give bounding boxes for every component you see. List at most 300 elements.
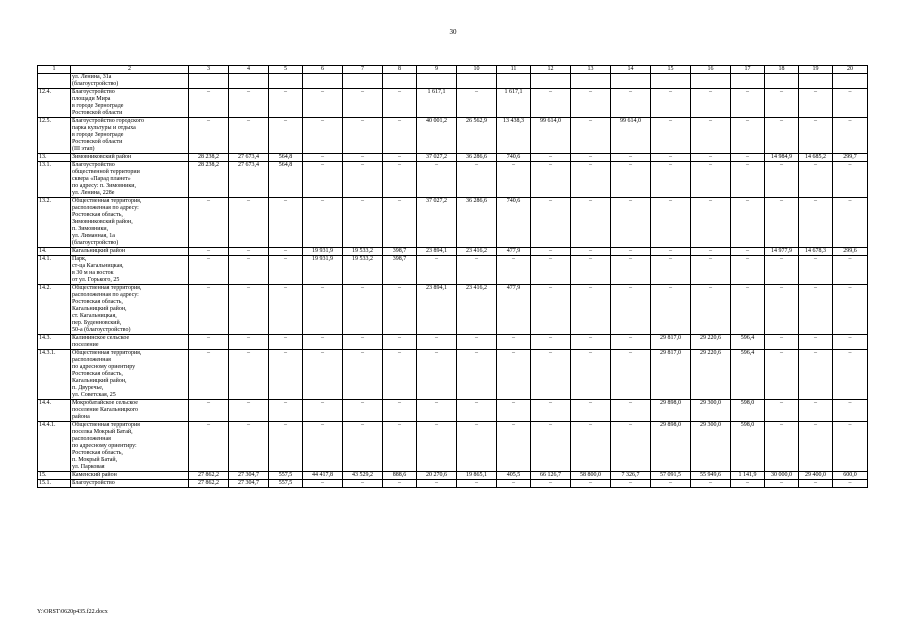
value-cell: –: [611, 162, 651, 198]
value-cell: –: [229, 248, 269, 256]
value-cell: 29 817,0: [651, 350, 691, 400]
row-name: Общественная территория, расположенная по адресу: Ростовская область, Зимовниковский район, п. Зимовники, ул. Лиманная, 1а (благоустройство): [71, 198, 189, 248]
value-cell: 29 817,0: [651, 335, 691, 350]
value-cell: –: [765, 118, 799, 154]
row-number: 14.3.1.: [38, 350, 71, 400]
value-cell: –: [691, 89, 731, 118]
value-cell: –: [799, 350, 833, 400]
row-number: 12.5.: [38, 118, 71, 154]
value-cell: 27 673,4: [229, 162, 269, 198]
table-row: [38, 350, 868, 400]
value-cell: –: [531, 154, 571, 162]
value-cell: 14 984,9: [765, 154, 799, 162]
value-cell: –: [651, 89, 691, 118]
row-number: 13.2.: [38, 198, 71, 248]
value-cell: –: [531, 89, 571, 118]
value-cell: –: [651, 248, 691, 256]
value-cell: 29 898,0: [651, 400, 691, 422]
value-cell: –: [229, 285, 269, 335]
value-cell: –: [691, 248, 731, 256]
row-name: Парк, ст-ца Кагальницкая, в 30 м на восток от ул. Горького, 25: [71, 256, 189, 285]
row-name: Общественная территория, расположенная по адресному ориентиру Ростовская область, Кагальницкий район, п. Двуречье, ул. Советская, 25: [71, 350, 189, 400]
value-cell: –: [531, 256, 571, 285]
value-cell: –: [343, 118, 383, 154]
value-cell: 37 027,2: [417, 154, 457, 162]
value-cell: 19 865,1: [457, 472, 497, 480]
value-cell: –: [229, 118, 269, 154]
value-cell: –: [269, 248, 303, 256]
value-cell: –: [229, 89, 269, 118]
value-cell: –: [343, 480, 383, 488]
value-cell: –: [531, 248, 571, 256]
value-cell: –: [189, 400, 229, 422]
value-cell: –: [651, 118, 691, 154]
value-cell: [531, 74, 571, 89]
value-cell: –: [269, 89, 303, 118]
value-cell: –: [765, 335, 799, 350]
value-cell: [269, 74, 303, 89]
value-cell: –: [691, 154, 731, 162]
value-cell: –: [611, 285, 651, 335]
value-cell: [651, 74, 691, 89]
value-cell: –: [383, 422, 417, 472]
value-cell: –: [651, 285, 691, 335]
header-row: [38, 66, 868, 74]
value-cell: 29 300,0: [691, 400, 731, 422]
table-row: [38, 422, 868, 472]
value-cell: –: [531, 422, 571, 472]
value-cell: 600,0: [833, 472, 868, 480]
value-cell: –: [303, 480, 343, 488]
column-header: 9: [417, 66, 457, 74]
value-cell: –: [189, 256, 229, 285]
value-cell: [383, 74, 417, 89]
value-cell: –: [417, 335, 457, 350]
value-cell: –: [343, 335, 383, 350]
value-cell: –: [799, 285, 833, 335]
value-cell: 58 800,0: [571, 472, 611, 480]
row-number: 15.: [38, 472, 71, 480]
column-header: 14: [611, 66, 651, 74]
value-cell: –: [383, 198, 417, 248]
value-cell: –: [571, 162, 611, 198]
value-cell: 740,6: [497, 198, 531, 248]
value-cell: –: [269, 350, 303, 400]
value-cell: [611, 74, 651, 89]
value-cell: –: [833, 256, 868, 285]
value-cell: 55 949,6: [691, 472, 731, 480]
value-cell: –: [303, 422, 343, 472]
row-number: 14.3.: [38, 335, 71, 350]
value-cell: –: [765, 162, 799, 198]
value-cell: –: [417, 162, 457, 198]
value-cell: 564,8: [269, 162, 303, 198]
table-row: [38, 472, 868, 480]
value-cell: –: [611, 154, 651, 162]
value-cell: –: [303, 285, 343, 335]
value-cell: 19 931,9: [303, 248, 343, 256]
column-header: 20: [833, 66, 868, 74]
row-name: Благоустройство: [71, 480, 189, 488]
value-cell: –: [571, 198, 611, 248]
value-cell: –: [343, 89, 383, 118]
value-cell: –: [765, 350, 799, 400]
value-cell: –: [457, 400, 497, 422]
value-cell: 30 000,0: [765, 472, 799, 480]
value-cell: –: [531, 335, 571, 350]
table-row: [38, 154, 868, 162]
row-name: Благоустройство городского парка культуры и отдыха в городе Зернограде Ростовской области (III этап): [71, 118, 189, 154]
value-cell: 99 614,0: [531, 118, 571, 154]
value-cell: –: [571, 154, 611, 162]
value-cell: –: [189, 248, 229, 256]
value-cell: –: [417, 256, 457, 285]
value-cell: 40 001,2: [417, 118, 457, 154]
value-cell: 596,4: [731, 335, 765, 350]
value-cell: –: [833, 350, 868, 400]
page-number: 30: [449, 28, 457, 36]
value-cell: 20 270,6: [417, 472, 457, 480]
value-cell: –: [833, 162, 868, 198]
value-cell: –: [303, 118, 343, 154]
value-cell: 36 286,6: [457, 198, 497, 248]
value-cell: –: [833, 198, 868, 248]
value-cell: –: [799, 256, 833, 285]
value-cell: –: [611, 400, 651, 422]
value-cell: 405,5: [497, 472, 531, 480]
value-cell: –: [765, 400, 799, 422]
value-cell: –: [383, 285, 417, 335]
value-cell: –: [731, 154, 765, 162]
table-row: [38, 248, 868, 256]
value-cell: –: [457, 422, 497, 472]
row-number: 14.1.: [38, 256, 71, 285]
value-cell: 29 220,6: [691, 350, 731, 400]
value-cell: 13 438,3: [497, 118, 531, 154]
value-cell: –: [691, 198, 731, 248]
value-cell: –: [497, 400, 531, 422]
value-cell: 37 027,2: [417, 198, 457, 248]
value-cell: 27 304,7: [229, 472, 269, 480]
value-cell: 23 416,2: [457, 285, 497, 335]
row-number: 13.: [38, 154, 71, 162]
value-cell: –: [531, 350, 571, 400]
row-name: Общественная территория, расположенная по адресу: Ростовская область, Кагальницкий район, ст. Кагальницкая, пер. Буденновский, 50-а (благоустройство): [71, 285, 189, 335]
value-cell: 557,5: [269, 480, 303, 488]
value-cell: –: [799, 480, 833, 488]
value-cell: –: [303, 400, 343, 422]
value-cell: –: [343, 162, 383, 198]
value-cell: –: [731, 256, 765, 285]
value-cell: –: [229, 256, 269, 285]
value-cell: –: [833, 480, 868, 488]
value-cell: –: [269, 285, 303, 335]
value-cell: 23 416,2: [457, 248, 497, 256]
value-cell: –: [303, 198, 343, 248]
column-header: 19: [799, 66, 833, 74]
row-number: 14.4.: [38, 400, 71, 422]
value-cell: –: [765, 256, 799, 285]
value-cell: 23 894,1: [417, 248, 457, 256]
value-cell: –: [189, 422, 229, 472]
value-cell: –: [571, 248, 611, 256]
value-cell: –: [189, 118, 229, 154]
row-name: ул. Ленина, 31а (благоустройство): [71, 74, 189, 89]
value-cell: [731, 74, 765, 89]
column-header: 5: [269, 66, 303, 74]
value-cell: –: [611, 248, 651, 256]
value-cell: 43 529,2: [343, 472, 383, 480]
column-header: 12: [531, 66, 571, 74]
column-header: 1: [38, 66, 71, 74]
value-cell: 36 286,6: [457, 154, 497, 162]
value-cell: –: [651, 154, 691, 162]
value-cell: –: [611, 350, 651, 400]
value-cell: –: [731, 285, 765, 335]
value-cell: –: [303, 154, 343, 162]
value-cell: –: [229, 400, 269, 422]
table-row: [38, 400, 868, 422]
value-cell: –: [765, 285, 799, 335]
value-cell: 29 400,0: [799, 472, 833, 480]
value-cell: –: [611, 256, 651, 285]
value-cell: –: [799, 198, 833, 248]
table-row: [38, 162, 868, 198]
value-cell: [833, 74, 868, 89]
value-cell: –: [571, 285, 611, 335]
value-cell: –: [611, 335, 651, 350]
value-cell: –: [799, 335, 833, 350]
value-cell: –: [611, 422, 651, 472]
value-cell: –: [799, 162, 833, 198]
column-header: 6: [303, 66, 343, 74]
value-cell: 99 614,0: [611, 118, 651, 154]
value-cell: 740,6: [497, 154, 531, 162]
value-cell: –: [383, 118, 417, 154]
value-cell: –: [383, 480, 417, 488]
value-cell: –: [269, 198, 303, 248]
value-cell: –: [765, 422, 799, 472]
value-cell: –: [383, 400, 417, 422]
value-cell: 598,0: [731, 400, 765, 422]
value-cell: [691, 74, 731, 89]
value-cell: 7 326,7: [611, 472, 651, 480]
value-cell: [417, 74, 457, 89]
row-number: 14.4.1.: [38, 422, 71, 472]
value-cell: –: [497, 350, 531, 400]
value-cell: –: [691, 256, 731, 285]
value-cell: [571, 74, 611, 89]
value-cell: –: [189, 350, 229, 400]
row-number: 14.2.: [38, 285, 71, 335]
row-name: Зимовниковский район: [71, 154, 189, 162]
value-cell: [303, 74, 343, 89]
value-cell: –: [303, 335, 343, 350]
value-cell: 57 091,5: [651, 472, 691, 480]
value-cell: –: [651, 162, 691, 198]
value-cell: –: [571, 89, 611, 118]
value-cell: –: [229, 422, 269, 472]
value-cell: –: [833, 422, 868, 472]
row-name: Общественная территория поселка Мокрый Батай, расположенная по адресному ориентиру: Ростовская область, п. Мокрый Батай, ул. Парковая: [71, 422, 189, 472]
table-row: [38, 118, 868, 154]
value-cell: –: [417, 350, 457, 400]
column-header: 15: [651, 66, 691, 74]
value-cell: 19 533,2: [343, 256, 383, 285]
value-cell: –: [765, 198, 799, 248]
value-cell: –: [269, 335, 303, 350]
value-cell: –: [383, 335, 417, 350]
value-cell: [497, 74, 531, 89]
value-cell: –: [497, 335, 531, 350]
value-cell: –: [571, 422, 611, 472]
column-header: 16: [691, 66, 731, 74]
value-cell: 557,5: [269, 472, 303, 480]
value-cell: –: [731, 118, 765, 154]
column-header: 7: [343, 66, 383, 74]
row-name: Благоустройство площади Мира в городе Зернограде Ростовской области: [71, 89, 189, 118]
value-cell: –: [531, 400, 571, 422]
value-cell: –: [497, 256, 531, 285]
value-cell: –: [457, 335, 497, 350]
row-name: Мокробатайское сельское поселение Кагальницкого района: [71, 400, 189, 422]
value-cell: –: [731, 248, 765, 256]
value-cell: –: [497, 422, 531, 472]
value-cell: –: [189, 89, 229, 118]
value-cell: [799, 74, 833, 89]
value-cell: 477,9: [497, 248, 531, 256]
value-cell: –: [417, 422, 457, 472]
table-row: [38, 256, 868, 285]
value-cell: –: [343, 198, 383, 248]
value-cell: –: [571, 350, 611, 400]
value-cell: –: [269, 118, 303, 154]
value-cell: –: [611, 480, 651, 488]
value-cell: –: [417, 400, 457, 422]
value-cell: 23 894,1: [417, 285, 457, 335]
value-cell: –: [189, 335, 229, 350]
value-cell: –: [189, 285, 229, 335]
value-cell: –: [833, 335, 868, 350]
column-header: 11: [497, 66, 531, 74]
value-cell: 27 862,2: [189, 472, 229, 480]
value-cell: –: [343, 422, 383, 472]
value-cell: [189, 74, 229, 89]
column-header: 2: [71, 66, 189, 74]
value-cell: –: [691, 118, 731, 154]
value-cell: –: [343, 400, 383, 422]
value-cell: [457, 74, 497, 89]
value-cell: 14 678,3: [799, 248, 833, 256]
value-cell: –: [343, 350, 383, 400]
value-cell: –: [571, 335, 611, 350]
value-cell: [343, 74, 383, 89]
value-cell: –: [303, 162, 343, 198]
column-header: 3: [189, 66, 229, 74]
value-cell: 26 562,9: [457, 118, 497, 154]
value-cell: 44 417,8: [303, 472, 343, 480]
value-cell: 596,4: [731, 350, 765, 400]
value-cell: –: [799, 400, 833, 422]
value-cell: –: [765, 480, 799, 488]
row-name: Кагальницкий район: [71, 248, 189, 256]
value-cell: –: [457, 350, 497, 400]
value-cell: –: [531, 162, 571, 198]
value-cell: 29 898,0: [651, 422, 691, 472]
value-cell: 19 533,2: [343, 248, 383, 256]
value-cell: –: [833, 89, 868, 118]
value-cell: –: [691, 285, 731, 335]
row-name: Благоустройство общественной территории сквера «Парад планет» по адресу: п. Зимовники, ул. Ленина, 228е: [71, 162, 189, 198]
value-cell: 14 977,9: [765, 248, 799, 256]
budget-table: [37, 65, 868, 488]
column-header: 10: [457, 66, 497, 74]
value-cell: –: [383, 162, 417, 198]
value-cell: –: [691, 480, 731, 488]
value-cell: 299,7: [833, 154, 868, 162]
column-header: 17: [731, 66, 765, 74]
value-cell: 598,0: [731, 422, 765, 472]
value-cell: –: [303, 89, 343, 118]
row-name: Каменский район: [71, 472, 189, 480]
value-cell: 66 126,7: [531, 472, 571, 480]
value-cell: 29 220,6: [691, 335, 731, 350]
value-cell: 29 300,0: [691, 422, 731, 472]
value-cell: –: [417, 480, 457, 488]
value-cell: 1 617,1: [497, 89, 531, 118]
value-cell: –: [531, 198, 571, 248]
value-cell: –: [731, 162, 765, 198]
value-cell: 28 238,2: [189, 154, 229, 162]
table-row: [38, 74, 868, 89]
value-cell: –: [731, 480, 765, 488]
value-cell: 1 617,1: [417, 89, 457, 118]
value-cell: –: [691, 162, 731, 198]
value-cell: –: [531, 480, 571, 488]
value-cell: –: [269, 422, 303, 472]
value-cell: –: [229, 335, 269, 350]
value-cell: –: [343, 285, 383, 335]
value-cell: –: [611, 89, 651, 118]
value-cell: –: [651, 198, 691, 248]
table-row: [38, 198, 868, 248]
row-number: 13.1.: [38, 162, 71, 198]
table-row: [38, 285, 868, 335]
column-header: 8: [383, 66, 417, 74]
value-cell: 477,9: [497, 285, 531, 335]
value-cell: –: [651, 256, 691, 285]
column-header: 4: [229, 66, 269, 74]
value-cell: –: [383, 154, 417, 162]
value-cell: 299,6: [833, 248, 868, 256]
table-row: [38, 89, 868, 118]
value-cell: [229, 74, 269, 89]
value-cell: 14 685,2: [799, 154, 833, 162]
value-cell: –: [571, 256, 611, 285]
value-cell: –: [731, 198, 765, 248]
value-cell: –: [731, 89, 765, 118]
value-cell: –: [799, 118, 833, 154]
footer-filepath: Y:\ORST\0620p435.f22.docx: [37, 609, 108, 615]
value-cell: –: [497, 162, 531, 198]
value-cell: 398,7: [383, 256, 417, 285]
row-number: [38, 74, 71, 89]
value-cell: –: [799, 422, 833, 472]
row-name: Калининское сельское поселение: [71, 335, 189, 350]
value-cell: 27 673,4: [229, 154, 269, 162]
value-cell: –: [833, 285, 868, 335]
value-cell: –: [833, 400, 868, 422]
